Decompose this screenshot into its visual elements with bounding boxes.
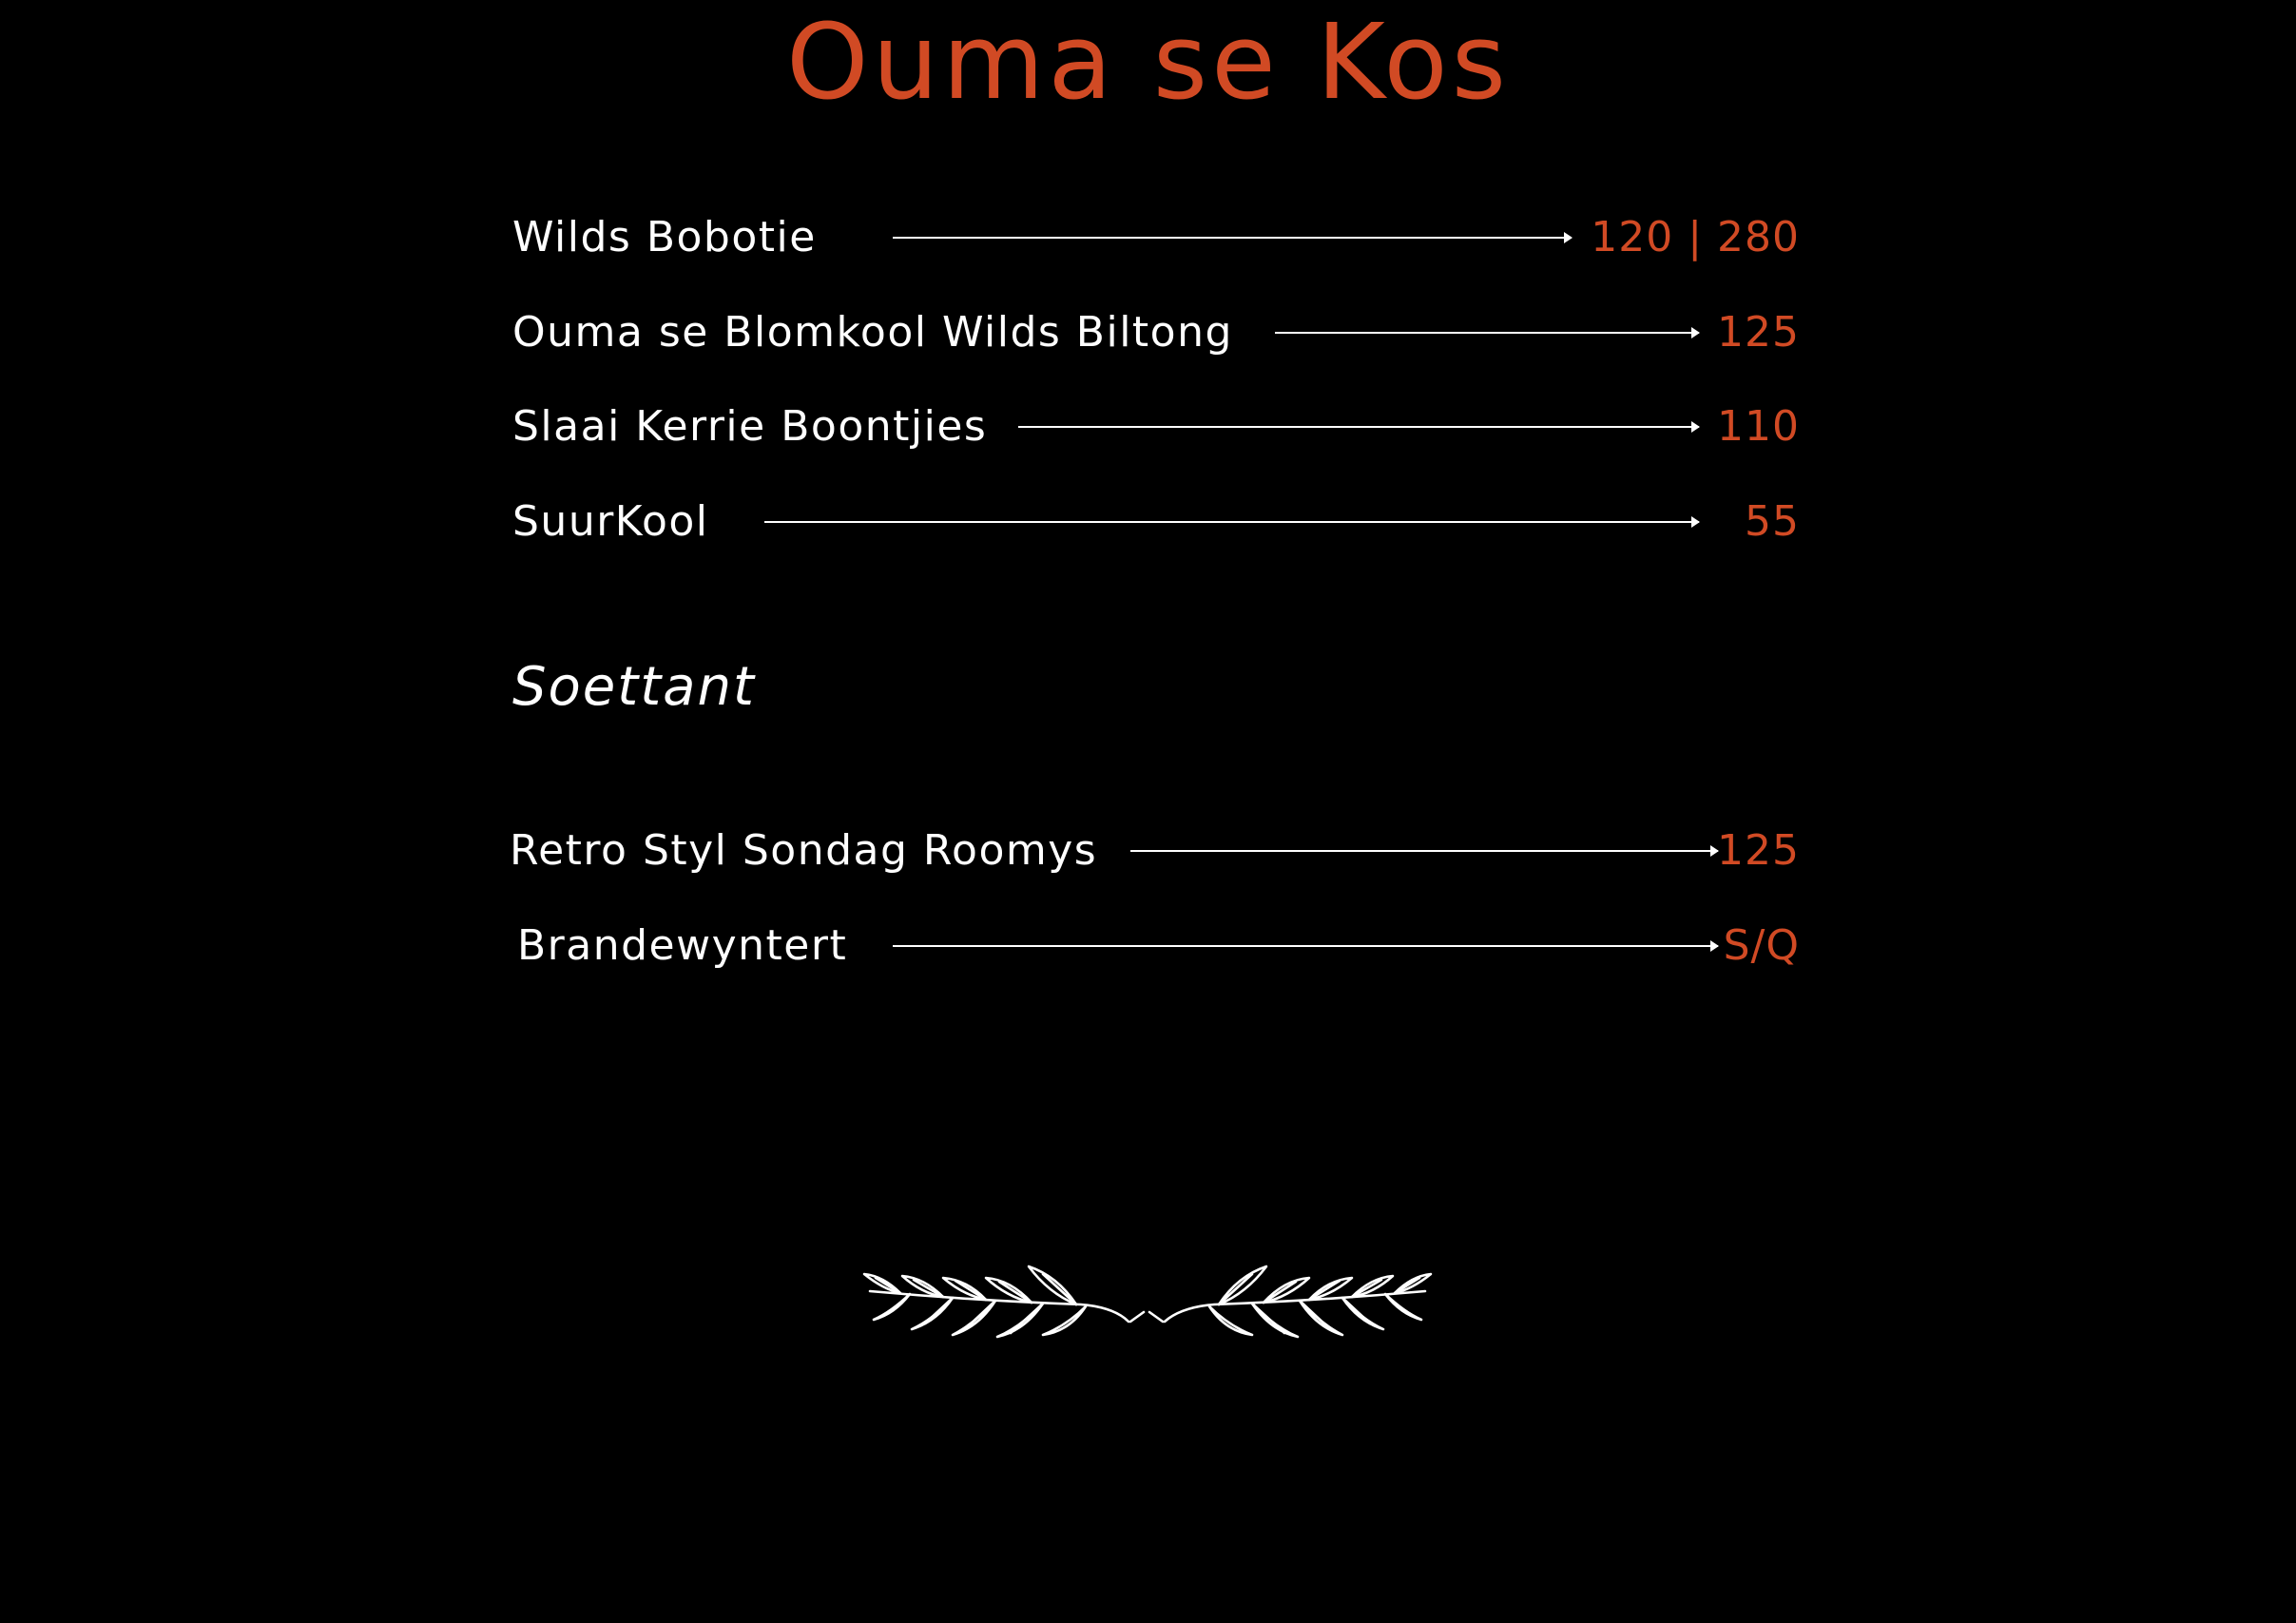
menu-item bbox=[0, 918, 2296, 975]
menu-item-name: SuurKool bbox=[512, 497, 709, 546]
leader-arrow bbox=[764, 521, 1699, 523]
laurel-branches-icon bbox=[862, 1255, 1433, 1360]
leader-arrow bbox=[1130, 850, 1718, 852]
menu-item bbox=[0, 304, 2296, 361]
menu-item-price: 125 bbox=[1717, 308, 1800, 357]
menu-item bbox=[0, 398, 2296, 455]
menu-item-price: S/Q bbox=[1723, 921, 1800, 970]
menu-item bbox=[0, 209, 2296, 266]
menu-item-name: Brandewyntert bbox=[517, 921, 848, 970]
dessert-heading: Soettant bbox=[512, 656, 756, 718]
menu-item-name: Ouma se Blomkool Wilds Biltong bbox=[512, 308, 1233, 357]
leader-arrow bbox=[1018, 426, 1699, 428]
menu-item-name: Retro Styl Sondag Roomys bbox=[510, 826, 1098, 875]
leader-arrow bbox=[893, 945, 1718, 947]
menu-item-price: 120 | 280 bbox=[1591, 213, 1800, 261]
menu-item-price: 55 bbox=[1745, 497, 1800, 546]
leader-arrow bbox=[1275, 332, 1699, 334]
menu-item-price: 125 bbox=[1717, 826, 1800, 875]
menu-item-price: 110 bbox=[1717, 402, 1800, 451]
menu-title: Ouma se Kos bbox=[785, 1, 1511, 123]
menu-item-name: Wilds Bobotie bbox=[512, 213, 817, 261]
leader-arrow bbox=[893, 237, 1572, 239]
menu-item bbox=[0, 493, 2296, 551]
menu-item-name: Slaai Kerrie Boontjies bbox=[512, 402, 988, 451]
menu-item bbox=[0, 822, 2296, 879]
